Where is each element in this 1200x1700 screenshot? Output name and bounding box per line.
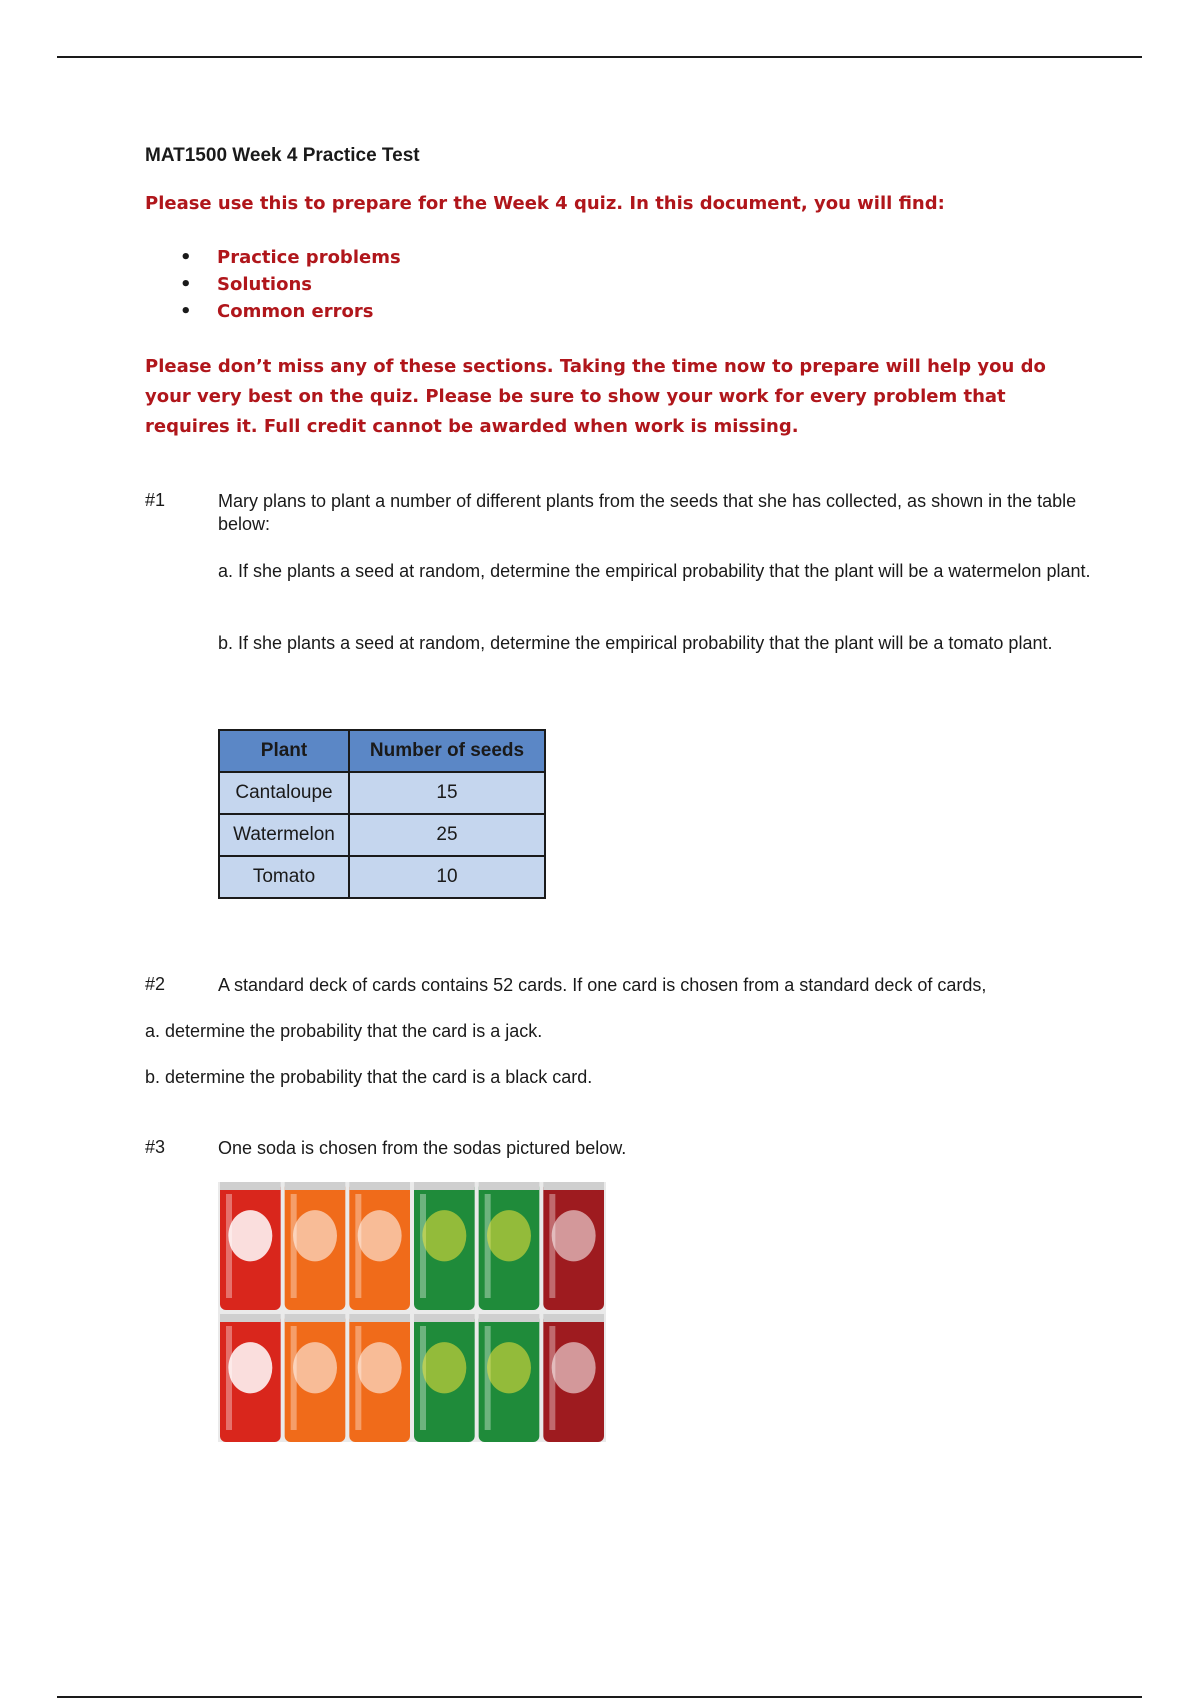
soda-can <box>543 1182 604 1310</box>
footer-rule <box>57 1696 1142 1698</box>
soda-can <box>285 1314 346 1442</box>
question-2-part-a: a. determine the probability that the card is a jack. <box>145 1021 543 1041</box>
section-list <box>180 244 401 325</box>
table-cell-seeds: 25 <box>349 814 545 856</box>
table-cell-plant: Watermelon <box>219 814 349 856</box>
question-3-number: #3 <box>145 1137 166 1157</box>
soda-can <box>220 1182 281 1310</box>
table-row <box>219 814 545 856</box>
table-cell-seeds: 15 <box>349 772 545 814</box>
soda-can <box>349 1314 410 1442</box>
table-cell-plant: Cantaloupe <box>219 772 349 814</box>
table-header-plant: Plant <box>219 730 349 772</box>
table-row <box>219 772 545 814</box>
soda-can <box>414 1314 475 1442</box>
list-item: • Common errors <box>180 298 401 325</box>
soda-can <box>285 1182 346 1310</box>
question-2-part-b: b. determine the probability that the card is a black card. <box>145 1067 593 1087</box>
table-header-row <box>219 730 545 772</box>
question-2-text: A standard deck of cards contains 52 cards. If one card is chosen from a standard deck of cards, <box>218 975 987 995</box>
seed-table <box>218 729 546 899</box>
list-item: • Solutions <box>180 271 401 298</box>
list-item: • Practice problems <box>180 244 401 271</box>
question-1-number: #1 <box>145 490 166 510</box>
question-1-part-b: b. If she plants a seed at random, determine the empirical probability that the plant will be a tomato plant. <box>218 633 1053 653</box>
soda-can <box>479 1182 540 1310</box>
table-header-seeds: Number of seeds <box>349 730 545 772</box>
question-2-number: #2 <box>145 974 166 994</box>
soda-can <box>414 1182 475 1310</box>
soda-cans-photo <box>218 1182 606 1442</box>
instructions-note: Please don’t miss any of these sections. Taking the time now to prepare will help you do your very best on the quiz. Please be sure to show your work for every problem that requires it. Full credit cannot be awarded when work is missing. <box>145 356 1046 437</box>
soda-can <box>543 1314 604 1442</box>
soda-can <box>349 1182 410 1310</box>
question-1-text: Mary plans to plant a number of different plants from the seeds that she has collected, as shown in the table below: <box>218 491 1077 534</box>
question-3-text: One soda is chosen from the sodas pictured below. <box>218 1138 627 1158</box>
table-cell-seeds: 10 <box>349 856 545 898</box>
header-rule <box>57 56 1142 58</box>
soda-can <box>220 1314 281 1442</box>
table-cell-plant: Tomato <box>219 856 349 898</box>
page-title: MAT1500 Week 4 Practice Test <box>145 145 420 166</box>
soda-can <box>479 1314 540 1442</box>
question-1-part-a: a. If she plants a seed at random, determine the empirical probability that the plant will be a watermelon plant. <box>218 561 1091 581</box>
table-row <box>219 856 545 898</box>
intro-text: Please use this to prepare for the Week 4 quiz. In this document, you will find: <box>145 193 945 214</box>
